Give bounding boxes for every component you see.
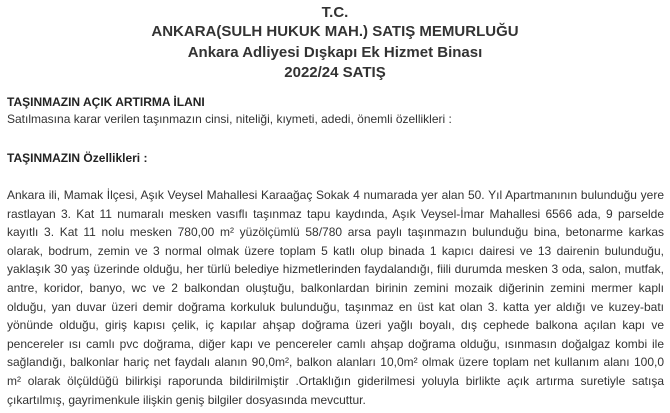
header-office: ANKARA(SULH HUKUK MAH.) SATIŞ MEMURLUĞU (151, 23, 519, 40)
notice-title: TAŞINMAZIN AÇIK ARTIRMA İLANI (7, 95, 205, 109)
header-building: Ankara Adliyesi Dışkapı Ek Hizmet Binası (187, 44, 483, 61)
header-case-number: 2022/24 SATIŞ (284, 64, 386, 81)
header-tc: T.C. (321, 4, 349, 21)
features-title: TAŞINMAZIN Özellikleri : (7, 151, 148, 165)
features-description: Ankara ili, Mamak İlçesi, Aşık Veysel Mahallesi Karaağaç Sokak 4 numarada yer alan 50. Yıl Apartmanının bulunduğu yere rastlayan 3. Kat 11 numaralı mesken vasıflı taşınmaz tapu kaydında, Aşık Veysel-İmar Mahallesi 6566 ada, 9 parselde kayıtlı 3. Kat 11 nolu mesken 780,00 m² yüzölçümlü 58/780 arsa paylı taşınmazın bulunduğu bina, betonarme karkas olarak, bodrum, zemin ve 3 normal olmak üzere toplam 5 katlı olup binada 1 kapıcı dairesi ve 13 dairenin bulunduğu, yaklaşık 30 yaş üzerinde olduğu, her türlü belediye hizmetlerinden faydalandığı, fiili durumda mesken 3 oda, salon, mutfak, antre, koridor, banyo, wc ve 2 balkondan oluştuğu, balkonlardan birinin zemini mozaik diğerinin zemini mermer kaplı olduğu, yan duvar üzeri demir doğrama korkuluk bulunduğu, taşınmaz en üst kat olan 3. katta yer aldığı ve kuzey-batı yönünde olduğu, giriş kapısı çelik, iç kapılar ahşap doğrama üzeri yağlı boyalı, dış cephede balkona açılan kapı ve pencereler ısı camlı pvc doğrama, diğer kapı ve pencereler camlı ahşap doğrama olduğu, ısınmasın doğalgaz kombi ile sağlandığı, balkonlar hariç net faydalı alanın 90,0m², balkon alanları 10,0m² olmak üzere toplam net kullanım alanı 100,0 m² olarak ölçüldüğü bilirkişi raporunda bildirilmiştir .Ortaklığın giderilmesi yoluyla birlikte açık artırma suretiyle satışa çıkartılmış, gayrimenkule ilişkin geniş bilgiler dosyasında mevcuttur. (7, 188, 664, 407)
notice-intro: Satılmasına karar verilen taşınmazın cinsi, niteliği, kıymeti, adedi, önemli özellikleri : (7, 112, 452, 126)
